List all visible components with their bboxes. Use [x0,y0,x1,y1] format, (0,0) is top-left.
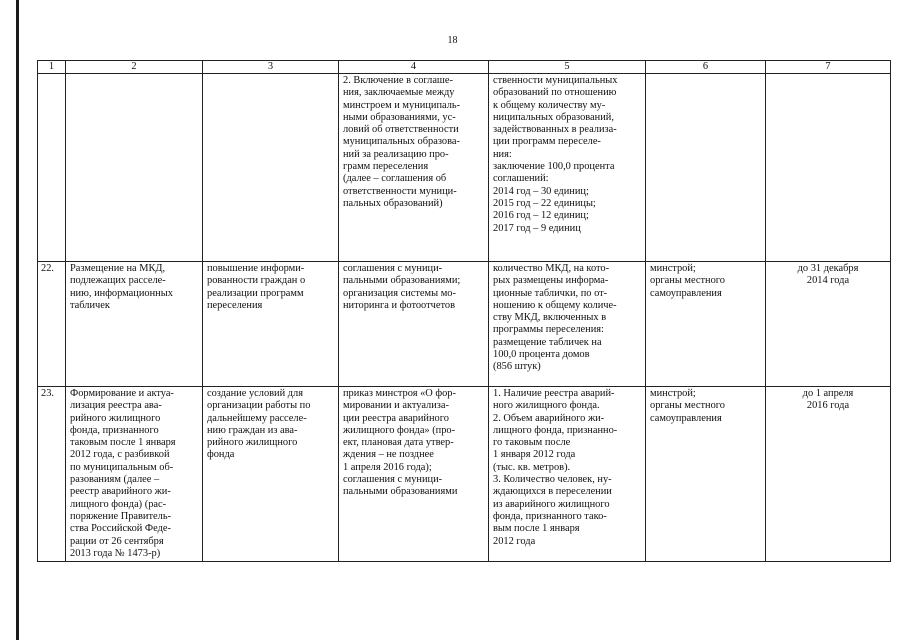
cell-line: заключение 100,0 процента [493,161,615,173]
cell-line: ответственности муници- [343,185,457,197]
cell-line: ного жилищного фонда. [493,400,600,412]
cell-line: фонда, признанного тако- [493,510,607,522]
cell-line: ции программ переселе- [493,136,601,148]
cell-line: 2012 года [493,535,536,547]
cell-line: ний за реализацию про- [343,148,449,160]
cell-line: пальными образованиями; [343,275,461,287]
cell-line: 1. Наличие реестра аварий- [493,388,615,399]
purpose-cell [203,387,339,562]
cell-line: ношению к общему количе- [493,299,617,311]
indicator-cell [489,74,646,262]
cell-line: лищного фонда) (рас- [70,498,167,510]
cell-line: ект, плановая дата утвер- [343,437,454,449]
indicator-cell [489,387,646,562]
cell-line: рых размещены информа- [493,275,609,287]
row-number-cell [38,74,66,262]
cell-line: образований по отношению [493,87,617,99]
cell-line: фонда [207,449,235,461]
cell-line: количество МКД, на кото- [493,263,610,274]
cell-line: организация системы мо- [343,287,456,299]
cell-line: Размещение на МКД, [70,263,166,274]
purpose-cell [203,262,339,387]
cell-line: 2016 года [806,400,850,412]
cell-line: переселения [207,299,263,311]
row-number-cell: 23. [38,387,66,562]
cell-line: соглашений: [493,173,549,185]
column-number: 5 [489,61,646,74]
instrument-cell [339,74,489,262]
cell-line: программы переселения: [493,324,604,336]
cell-line: органы местного [650,400,725,412]
instrument-cell [339,387,489,562]
cell-line: 1 апреля 2016 года); [343,461,432,473]
cell-line: муниципальных образова- [343,136,460,148]
cell-line: ству МКД, включенных в [493,312,607,324]
cell-line: минстрой; [650,388,696,399]
cell-line: вым после 1 января [493,523,580,535]
cell-line: 2. Объем аварийного жи- [493,412,605,424]
indicator-cell [489,262,646,387]
cell-line: 2017 год – 9 единиц [493,222,581,234]
deadline-cell [766,387,891,562]
cell-line: по муниципальным об- [70,461,174,473]
cell-line: реестр аварийного жи- [70,486,171,498]
cell-line: соглашения с муници- [343,263,443,274]
cell-line: пальными образованиями [343,486,458,498]
executor-cell [646,262,766,387]
table-header [38,61,891,74]
measure-cell [66,74,203,262]
cell-line: повышение информи- [207,263,305,274]
column-number: 1 [38,61,66,74]
cell-line: таковым после 1 января [70,437,176,449]
cell-line: табличек [70,299,110,311]
cell-line: размещение табличек на [493,336,602,348]
cell-line: (далее – соглашения об [343,173,447,185]
cell-line: ждающихся в переселении [493,486,612,498]
cell-line: 2014 года [806,275,850,287]
cell-line: ловий об ответственности [343,124,459,136]
cell-line: 2012 года, с разбивкой [70,449,170,461]
table-row [38,387,891,562]
cell-line: фонда, признанного [70,424,159,436]
scan-edge-bar [16,0,19,640]
deadline-cell [766,262,891,387]
cell-line: к общему количеству му- [493,99,606,111]
cell-line: задействованных в реализа- [493,124,617,136]
purpose-cell [203,74,339,262]
cell-line: жилищного фонда» (про- [343,424,456,436]
measures-table [37,60,891,562]
cell-line: 1 января 2012 года [493,449,576,461]
cell-line: разованиям (далее – [70,474,160,486]
cell-line: ния, заключаемые между [343,87,455,99]
cell-line: реализации программ [207,287,304,299]
cell-line: поряжение Правитель- [70,510,172,522]
cell-line: ждения – не позднее [343,449,434,461]
cell-line: пальных образований) [343,197,443,209]
instrument-cell [339,262,489,387]
measure-cell [66,387,203,562]
cell-line: 2. Включение в соглаше- [343,75,454,86]
cell-line: рации от 26 сентября [70,535,164,547]
cell-line: 2014 год – 30 единиц; [493,185,589,197]
cell-line: ными образованиями, ус- [343,111,456,123]
cell-line: органы местного [650,275,725,287]
cell-line: минстрой; [650,263,696,274]
column-number: 7 [766,61,891,74]
cell-line: приказ минстроя «О фор- [343,388,456,399]
cell-line: до 31 декабря [797,263,859,274]
cell-line: до 1 апреля [802,388,854,399]
cell-line: лизация реестра ава- [70,400,162,412]
cell-line: 100,0 процента домов [493,349,590,361]
cell-line: ниципальных образований, [493,111,614,123]
cell-line: ственности муниципальных [493,75,618,86]
cell-line: минстроем и муниципаль- [343,99,461,111]
cell-line: 2016 год – 12 единиц; [493,210,589,222]
cell-line: (856 штук) [493,361,541,373]
cell-line: нию, информационных [70,287,173,299]
cell-line: 2013 года № 1473-р) [70,547,161,559]
table-row [38,74,891,262]
cell-line: 3. Количество человек, ну- [493,474,612,486]
cell-line: самоуправления [650,287,722,299]
cell-line: рованности граждан о [207,275,306,287]
cell-line: самоуправления [650,412,722,424]
cell-line: мировании и актуализа- [343,400,449,412]
column-number: 2 [66,61,203,74]
column-number: 6 [646,61,766,74]
cell-line: (тыс. кв. метров). [493,461,571,473]
cell-line: ства Российской Феде- [70,523,171,535]
cell-line: лищного фонда, признанно- [493,424,618,436]
cell-line: дальнейшему расселе- [207,412,307,424]
measure-cell [66,262,203,387]
cell-line: из аварийного жилищного [493,498,610,510]
column-number: 4 [339,61,489,74]
cell-line: 2015 год – 22 единицы; [493,197,596,209]
column-number-row [38,61,891,74]
table-row [38,262,891,387]
executor-cell [646,74,766,262]
cell-line: ции реестра аварийного [343,412,449,424]
cell-line: рийного жилищного [70,412,161,424]
cell-line: соглашения с муници- [343,474,443,486]
cell-line: Формирование и актуа- [70,388,174,399]
cell-line: ниторинга и фотоотчетов [343,299,455,311]
cell-line: организации работы по [207,400,311,412]
table-body [38,74,891,562]
cell-line: го таковым после [493,437,571,449]
page-number: 18 [447,35,458,46]
row-number-cell: 22. [38,262,66,387]
cell-line: ния: [493,148,512,160]
cell-line: нию граждан из ава- [207,424,298,436]
cell-line: ционные таблички, по от- [493,287,608,299]
cell-line: рийного жилищного [207,437,298,449]
deadline-cell [766,74,891,262]
cell-line: подлежащих расселе- [70,275,166,287]
column-number: 3 [203,61,339,74]
cell-line: грамм переселения [343,161,429,173]
cell-line: создание условий для [207,388,304,399]
executor-cell [646,387,766,562]
